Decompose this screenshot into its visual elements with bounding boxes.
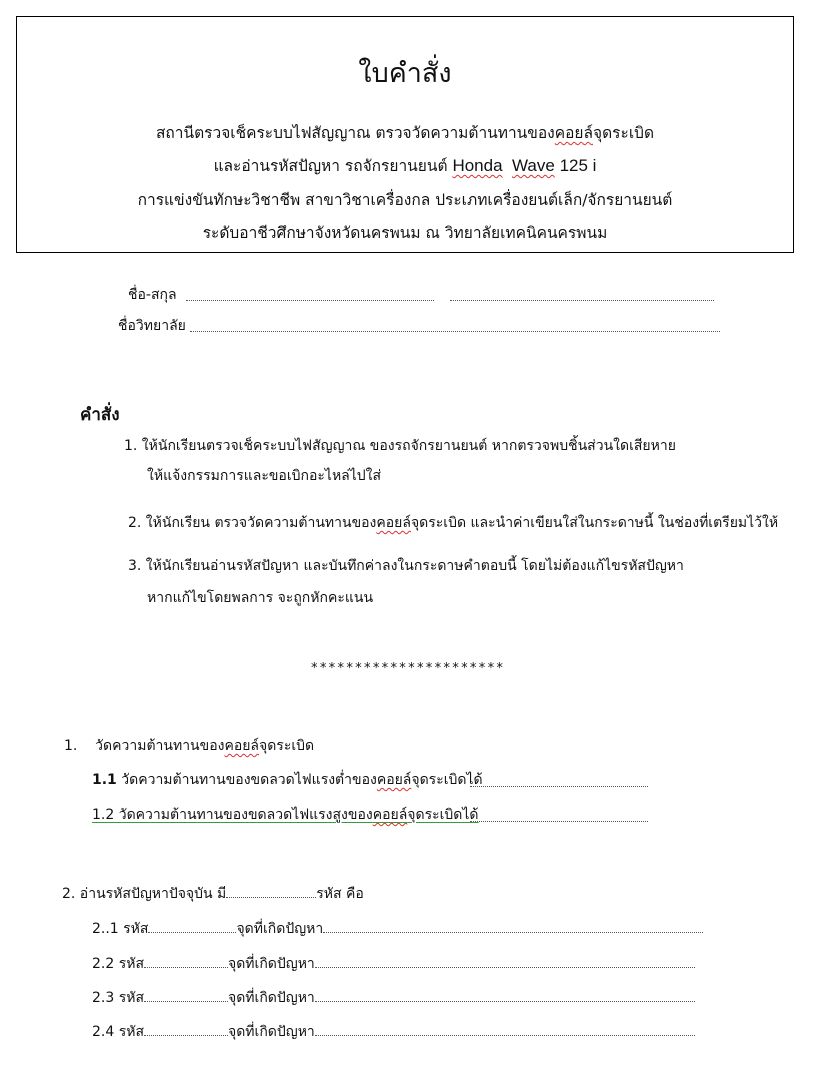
header-box <box>16 16 794 253</box>
header-line-2: และอ่านรหัสปัญหา รถจักรยานยนต์ Honda Wave 125 i <box>213 156 597 175</box>
instruction-2: 2. ให้นักเรียน ตรวจวัดความต้านทานของคอยล์จุดระเบิด และนำค่าเขียนใส่ในกระดาษนี้ ในช่องที่เตรียมไว้ให้ <box>128 515 779 531</box>
instructions-heading: คำสั่ง <box>80 405 120 425</box>
code-count-blank[interactable] <box>226 897 316 898</box>
section-2-row-2: 2.2 รหัส จุดที่เกิดปัญหา <box>92 955 695 973</box>
separator-stars: ********************** <box>310 661 505 676</box>
problem-blank-2[interactable] <box>315 967 695 968</box>
section-1-item-2: 1.2 วัดความต้านทานของขดลวดไฟแรงสูงของคอยล์จุดระเบิดได้ <box>92 807 479 823</box>
code-blank-2[interactable] <box>144 967 228 968</box>
name-blank[interactable] <box>186 300 434 301</box>
header-line-3: การแข่งขันทักษะวิชาชีพ สาขาวิชาเครื่องกล ประเภทเครื่องยนต์เล็ก/จักรยานยนต์ <box>137 191 673 209</box>
code-blank-3[interactable] <box>144 1001 228 1002</box>
section-2-title: 2. อ่านรหัสปัญหาปัจจุบัน มี รหัส คือ <box>62 886 364 902</box>
code-blank-1[interactable] <box>148 932 236 933</box>
college-label: ชื่อวิทยาลัย <box>118 318 186 334</box>
problem-blank-4[interactable] <box>315 1035 695 1036</box>
name-label: ชื่อ-สกุล <box>128 287 177 303</box>
instruction-1-cont: ให้แจ้งกรรมการและขอเบิกอะไหล่ไปใส่ <box>147 468 382 484</box>
section-2-row-3: 2.3 รหัส จุดที่เกิดปัญหา <box>92 989 695 1007</box>
section-1-title: 1. วัดความต้านทานของคอยล์จุดระเบิด <box>64 738 315 754</box>
section-1-item-1: 1.1 วัดความต้านทานของขดลวดไฟแรงต่ำของคอยล์จุดระเบิดได้ <box>92 772 483 788</box>
instruction-3-cont: หากแก้ไขโดยพลการ จะถูกหักคะแนน <box>147 590 374 606</box>
header-line-4: ระดับอาชีวศึกษาจังหวัดนครพนม ณ วิทยาลัยเทคนิคนครพนม <box>202 224 608 242</box>
problem-blank-1[interactable] <box>323 932 703 933</box>
instruction-1: 1. ให้นักเรียนตรวจเช็คระบบไฟสัญญาณ ของรถจักรยานยนต์ หากตรวจพบชิ้นส่วนใดเสียหาย <box>124 438 676 454</box>
section-1-item-2-blank[interactable] <box>470 821 648 822</box>
document-title: ใบคำสั่ง <box>358 58 452 89</box>
section-2-row-1: 2..1 รหัส จุดที่เกิดปัญหา <box>92 920 703 938</box>
section-1-item-1-blank[interactable] <box>470 786 648 787</box>
instruction-3: 3. ให้นักเรียนอ่านรหัสปัญหา และบันทึกค่าลงในกระดาษคำตอบนี้ โดยไม่ต้องแก้ไขรหัสปัญหา <box>128 558 684 574</box>
header-line-1: สถานีตรวจเช็คระบบไฟสัญญาณ ตรวจวัดความต้านทานของคอยล์จุดระเบิด <box>155 124 655 142</box>
code-blank-4[interactable] <box>144 1035 228 1036</box>
surname-blank[interactable] <box>450 300 714 301</box>
section-2-row-4: 2.4 รหัส จุดที่เกิดปัญหา <box>92 1023 695 1041</box>
college-blank[interactable] <box>190 331 720 332</box>
problem-blank-3[interactable] <box>315 1001 695 1002</box>
